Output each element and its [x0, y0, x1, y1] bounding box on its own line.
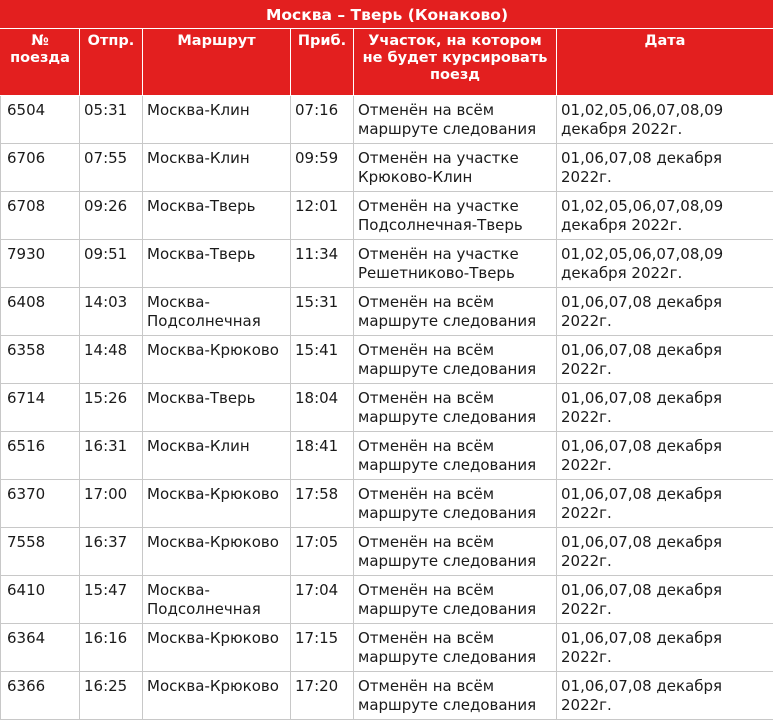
arrival-cell: 17:05 — [291, 528, 354, 576]
route-cell: Москва-Клин — [143, 144, 291, 192]
departure-cell: 17:00 — [80, 480, 143, 528]
table-row — [1, 288, 773, 336]
train-number-cell: 6366 — [1, 672, 80, 720]
train-number-cell: 6516 — [1, 432, 80, 480]
arrival-cell: 17:20 — [291, 672, 354, 720]
departure-cell: 07:55 — [80, 144, 143, 192]
date-cell: 01,06,07,08 декабря 2022г. — [557, 576, 773, 624]
train-number-cell: 6714 — [1, 384, 80, 432]
train-number-cell: 6410 — [1, 576, 80, 624]
departure-cell: 16:25 — [80, 672, 143, 720]
table-row — [1, 384, 773, 432]
table-row — [1, 432, 773, 480]
table-row — [1, 576, 773, 624]
cancelled-section-cell: Отменён на участке Крюково-Клин — [354, 144, 557, 192]
table-row — [1, 192, 773, 240]
route-cell: Москва-Подсолнечная — [143, 288, 291, 336]
departure-cell: 14:03 — [80, 288, 143, 336]
departure-cell: 15:26 — [80, 384, 143, 432]
arrival-cell: 18:41 — [291, 432, 354, 480]
route-cell: Москва-Клин — [143, 432, 291, 480]
arrival-cell: 17:58 — [291, 480, 354, 528]
route-cell: Москва-Клин — [143, 96, 291, 144]
departure-cell: 09:26 — [80, 192, 143, 240]
date-cell: 01,06,07,08 декабря 2022г. — [557, 288, 773, 336]
arrival-cell: 07:16 — [291, 96, 354, 144]
arrival-cell: 17:15 — [291, 624, 354, 672]
date-cell: 01,06,07,08 декабря 2022г. — [557, 144, 773, 192]
route-cell: Москва-Подсолнечная — [143, 576, 291, 624]
header-date: Дата — [557, 29, 773, 96]
departure-cell: 14:48 — [80, 336, 143, 384]
table-title-row — [1, 1, 773, 29]
cancelled-section-cell: Отменён на участке Подсолнечная-Тверь — [354, 192, 557, 240]
arrival-cell: 12:01 — [291, 192, 354, 240]
route-cell: Москва-Крюково — [143, 480, 291, 528]
cancelled-section-cell: Отменён на всём маршруте следования — [354, 336, 557, 384]
route-cell: Москва-Тверь — [143, 192, 291, 240]
table-row — [1, 336, 773, 384]
cancelled-section-cell: Отменён на всём маршруте следования — [354, 480, 557, 528]
route-cell: Москва-Крюково — [143, 336, 291, 384]
cancelled-section-cell: Отменён на участке Решетниково-Тверь — [354, 240, 557, 288]
route-cell: Москва-Крюково — [143, 528, 291, 576]
departure-cell: 15:47 — [80, 576, 143, 624]
cancelled-section-cell: Отменён на всём маршруте следования — [354, 432, 557, 480]
date-cell: 01,06,07,08 декабря 2022г. — [557, 336, 773, 384]
table-header-row — [1, 29, 773, 96]
train-number-cell: 6708 — [1, 192, 80, 240]
date-cell: 01,06,07,08 декабря 2022г. — [557, 432, 773, 480]
departure-cell: 16:37 — [80, 528, 143, 576]
table-body — [1, 96, 773, 720]
date-cell: 01,06,07,08 декабря 2022г. — [557, 384, 773, 432]
table-row — [1, 480, 773, 528]
table-row — [1, 96, 773, 144]
date-cell: 01,02,05,06,07,08,09 декабря 2022г. — [557, 240, 773, 288]
departure-cell: 16:31 — [80, 432, 143, 480]
arrival-cell: 15:31 — [291, 288, 354, 336]
train-number-cell: 6408 — [1, 288, 80, 336]
arrival-cell: 09:59 — [291, 144, 354, 192]
arrival-cell: 11:34 — [291, 240, 354, 288]
cancelled-section-cell: Отменён на всём маршруте следования — [354, 288, 557, 336]
date-cell: 01,06,07,08 декабря 2022г. — [557, 624, 773, 672]
header-train-number: № поезда — [1, 29, 80, 96]
cancelled-section-cell: Отменён на всём маршруте следования — [354, 624, 557, 672]
table-row — [1, 672, 773, 720]
header-cancelled-section: Участок, на котором не будет курсировать поезд — [354, 29, 557, 96]
train-number-cell: 7558 — [1, 528, 80, 576]
train-number-cell: 6370 — [1, 480, 80, 528]
header-departure: Отпр. — [80, 29, 143, 96]
date-cell: 01,06,07,08 декабря 2022г. — [557, 480, 773, 528]
table-row — [1, 528, 773, 576]
train-number-cell: 6706 — [1, 144, 80, 192]
arrival-cell: 18:04 — [291, 384, 354, 432]
departure-cell: 09:51 — [80, 240, 143, 288]
table-row — [1, 240, 773, 288]
cancelled-section-cell: Отменён на всём маршруте следования — [354, 96, 557, 144]
header-arrival: Приб. — [291, 29, 354, 96]
train-number-cell: 7930 — [1, 240, 80, 288]
table-row — [1, 144, 773, 192]
arrival-cell: 17:04 — [291, 576, 354, 624]
date-cell: 01,02,05,06,07,08,09 декабря 2022г. — [557, 96, 773, 144]
route-cell: Москва-Крюково — [143, 672, 291, 720]
header-route: Маршрут — [143, 29, 291, 96]
date-cell: 01,06,07,08 декабря 2022г. — [557, 672, 773, 720]
table-title: Москва – Тверь (Конаково) — [1, 1, 773, 29]
cancelled-section-cell: Отменён на всём маршруте следования — [354, 528, 557, 576]
table-row — [1, 624, 773, 672]
cancelled-section-cell: Отменён на всём маршруте следования — [354, 576, 557, 624]
date-cell: 01,02,05,06,07,08,09 декабря 2022г. — [557, 192, 773, 240]
train-number-cell: 6504 — [1, 96, 80, 144]
train-number-cell: 6364 — [1, 624, 80, 672]
cancelled-section-cell: Отменён на всём маршруте следования — [354, 384, 557, 432]
date-cell: 01,06,07,08 декабря 2022г. — [557, 528, 773, 576]
route-cell: Москва-Тверь — [143, 240, 291, 288]
departure-cell: 05:31 — [80, 96, 143, 144]
cancelled-section-cell: Отменён на всём маршруте следования — [354, 672, 557, 720]
departure-cell: 16:16 — [80, 624, 143, 672]
route-cell: Москва-Тверь — [143, 384, 291, 432]
arrival-cell: 15:41 — [291, 336, 354, 384]
train-number-cell: 6358 — [1, 336, 80, 384]
route-cell: Москва-Крюково — [143, 624, 291, 672]
